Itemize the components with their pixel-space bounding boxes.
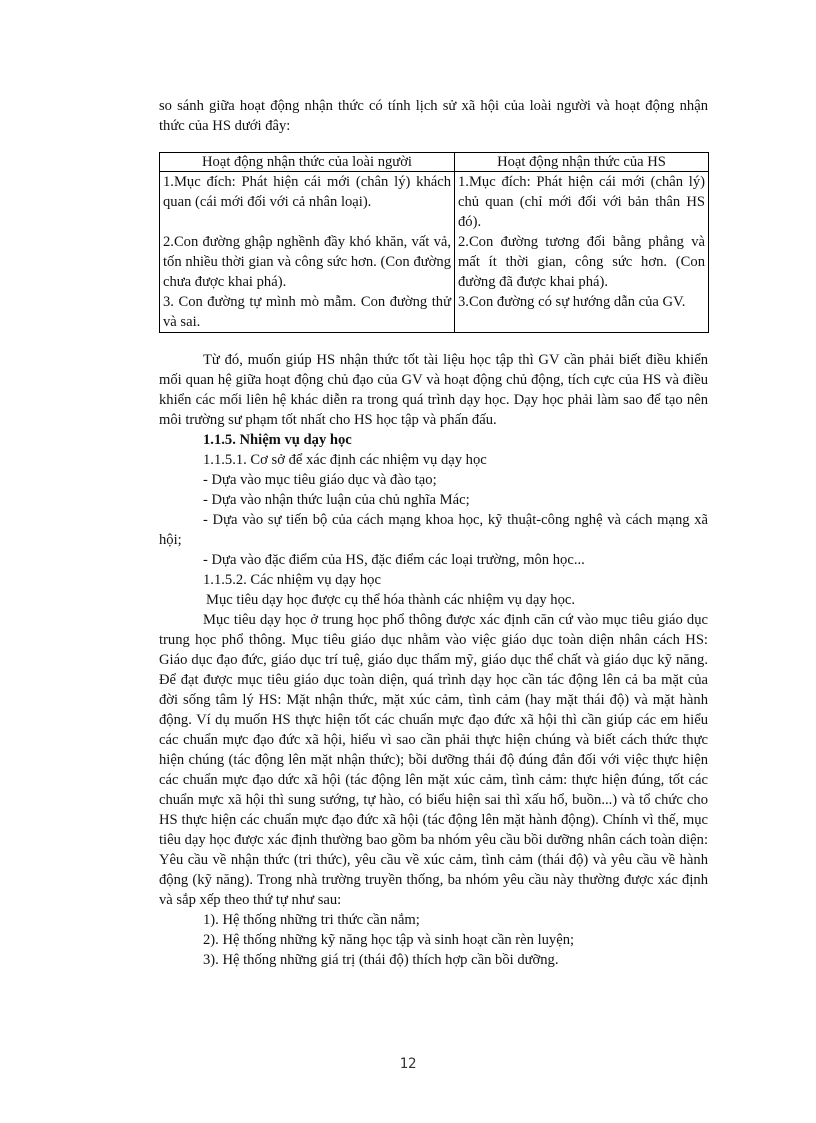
table-row [160,172,709,333]
student-point-2: 2.Con đường tương đối bằng phẳng và mất ít thời gian, công sức hơn. (Con đường đã được khai phá). [458,234,705,290]
human-spacer [163,212,451,232]
table-cell-human [160,172,455,333]
list-item: 3). Hệ thống những giá trị (thái độ) thích hợp cần bồi dưỡng. [203,952,559,968]
intro-text: so sánh giữa hoạt động nhận thức có tính lịch sử xã hội của loài người và hoạt động nhận thức của HS dưới đây: [159,98,708,134]
human-point-2: 2.Con đường ghập nghềnh đầy khó khăn, vất vả, tốn nhiều thời gian và công sức hơn. (Con đường chưa được khai phá). [163,234,451,290]
subsection-1-title: 1.1.5.1. Cơ sở để xác định các nhiệm vụ dạy học [203,452,487,468]
intro-paragraph [159,96,708,136]
human-point-3: 3. Con đường tự mình mò mẫm. Con đường thử và sai. [163,294,451,330]
student-point-3: 3.Con đường có sự hướng dẫn của GV. [458,294,686,310]
section-heading: 1.1.5. Nhiệm vụ dạy học [203,432,352,448]
bullet-item: - Dựa vào mục tiêu giáo dục và đào tạo; [203,472,437,488]
subsection-2-title: 1.1.5.2. Các nhiệm vụ dạy học [203,572,381,588]
table-cell-student [455,172,709,333]
table-header-student: Hoạt động nhận thức của HS [455,153,709,172]
table-header-human: Hoạt động nhận thức của loài người [160,153,455,172]
body-text [159,350,708,970]
list-item: 1). Hệ thống những tri thức cần nắm; [203,912,420,928]
table-header-row [160,153,709,172]
comparison-table [159,152,709,333]
paragraph-3: Mục tiêu dạy học ở trung học phổ thông được xác định căn cứ vào mục tiêu giáo dục trung học phổ thông. Mục tiêu giáo dục nhằm vào việc giáo dục toàn diện nhân cách HS: Giáo dục đạo đức, giáo dục trí tuệ, giáo dục thẩm mỹ, giáo dục thể chất và giáo dục kỹ năng. Để đạt được mục tiêu giáo dục toàn diện, quá trình dạy học cần tác động lên cả ba mặt của đời sống tâm lý HS: Mặt nhận thức, mặt xúc cảm, tình cảm (hay mặt thái độ) và mặt hành động. Ví dụ muốn HS thực hiện tốt các chuẩn mực đạo đức xã hội thì cần giúp các em hiểu các chuẩn mực đạo đức xã hội, hiểu vì sao cần phải thực hiện chúng và biết cách thức thực hiện chúng (tác động lên mặt nhận thức); bồi dưỡng thái độ đúng đắn đối với việc thực hiện các chuẩn mực đạo dức xã hội (tác động lên mặt xúc cảm, tình cảm: thực hiện đúng, tốt các chuẩn mực xã hội thì sung sướng, tự hào, có biểu hiện sai thì xấu hổ, buồn...) và tổ chức cho HS thực hiện các chuẩn mực đạo đức xã hội (tác động lên mặt hành động). Chính vì thế, mục tiêu dạy học được xác định thường bao gồm ba nhóm yêu cầu bồi dưỡng nhân cách toàn diện: Yêu cầu về nhận thức (tri thức), yêu cầu về xúc cảm, tình cảm (thái độ) và yêu cầu về hành động (kỹ năng). Trong nhà trường truyền thống, ba nhóm yêu cầu này thường được xác định và sắp xếp theo thứ tự như sau: [159,612,708,908]
paragraph-2: Mục tiêu dạy học được cụ thể hóa thành các nhiệm vụ dạy học. [206,592,575,608]
student-point-1: 1.Mục đích: Phát hiện cái mới (chân lý) chủ quan (chỉ mới đối với bản thân HS đó). [458,174,705,230]
bullet-item: - Dựa vào sự tiến bộ của cách mạng khoa học, kỹ thuật-công nghệ và cách mạng xã hội; [159,512,708,548]
human-point-1: 1.Mục đích: Phát hiện cái mới (chân lý) khách quan (cái mới đối với cả nhân loại). [163,174,451,210]
paragraph-1: Từ đó, muốn giúp HS nhận thức tốt tài liệu học tập thì GV cần phải biết điều khiển mối quan hệ giữa hoạt động chủ đạo của GV và hoạt động chủ động, tích cực của HS và điều khiển các mối liên hệ khác diễn ra trong quá trình dạy học. Dạy học phải làm sao để tạo nên môi trường sư phạm tốt nhất cho HS học tập và phấn đấu. [159,352,708,428]
list-item: 2). Hệ thống những kỹ năng học tập và sinh hoạt cần rèn luyện; [203,932,575,948]
page-number: 12 [399,1056,417,1072]
bullet-item: - Dựa vào nhận thức luận của chủ nghĩa Mác; [203,492,470,508]
bullet-item: - Dựa vào đặc điểm của HS, đặc điểm các loại trường, môn học... [203,552,585,568]
